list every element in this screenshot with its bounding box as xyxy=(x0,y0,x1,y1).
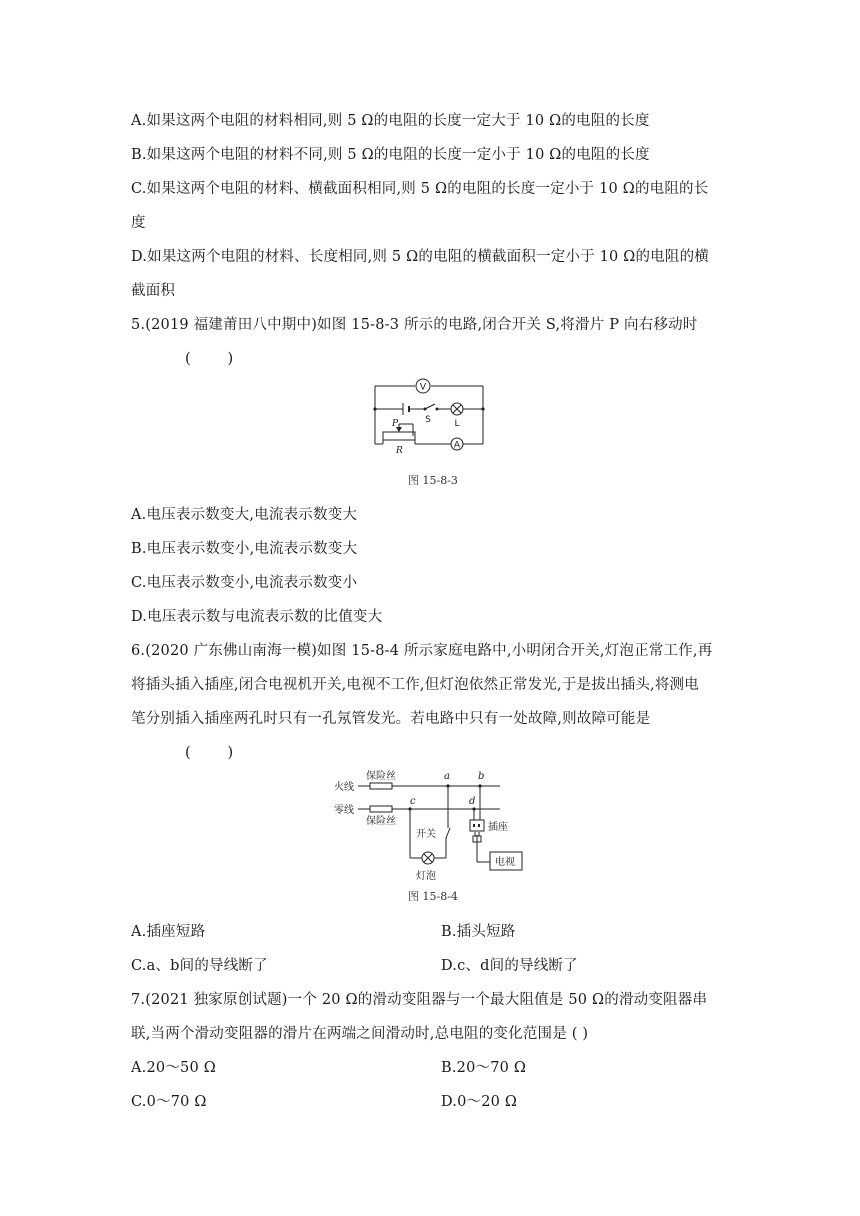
q5-option-a: A.电压表示数变大,电流表示数变大 xyxy=(131,507,358,523)
point-c-label: c xyxy=(410,796,416,807)
ammeter-label: A xyxy=(453,440,461,451)
voltmeter-label: V xyxy=(419,382,427,393)
point-a-label: a xyxy=(444,771,450,782)
bulb-label: 灯泡 xyxy=(416,871,436,882)
switch-label: S xyxy=(425,415,431,425)
slider-label: P xyxy=(392,419,399,429)
point-d-label: d xyxy=(469,796,476,807)
point-b-label: b xyxy=(478,771,485,782)
q5-stem: 5.(2019 福建莆田八中期中)如图 15-8-3 所示的电路,闭合开关 S,将滑片 P 向右移动时 xyxy=(131,317,698,333)
q4-option-d-line2: 截面积 xyxy=(131,283,176,299)
lamp-label: L xyxy=(454,419,460,429)
q6-option-d: D.c、d间的导线断了 xyxy=(441,958,578,974)
tv-label: 电视 xyxy=(495,857,515,868)
q5-option-d: D.电压表示数与电流表示数的比值变大 xyxy=(131,609,383,625)
q6-option-c: C.a、b间的导线断了 xyxy=(131,958,268,974)
q5-option-b: B.电压表示数变小,电流表示数变大 xyxy=(131,541,358,557)
q6-stem-line3: 笔分别插入插座两孔时只有一孔氖管发光。若电路中只有一处故障,则故障可能是 xyxy=(131,711,651,727)
fuse-top-label: 保险丝 xyxy=(366,771,396,782)
q7-stem-line2: 联,当两个滑动变阻器的滑片在两端之间滑动时,总电阻的变化范围是 ( ) xyxy=(131,1026,589,1042)
rheostat-label: R xyxy=(396,446,403,456)
q7-stem-line1: 7.(2021 独家原创试题)一个 20 Ω的滑动变阻器与一个最大阻值是 50 Ω的滑动变阻器串 xyxy=(131,992,708,1008)
q4-option-c-line1: C.如果这两个电阻的材料、横截面积相同,则 5 Ω的电阻的长度一定小于 10 Ω的电阻的长 xyxy=(131,181,709,197)
q6-option-a: A.插座短路 xyxy=(131,924,206,940)
socket-label: 插座 xyxy=(488,822,508,833)
q6-option-b: B.插头短路 xyxy=(441,924,516,940)
q5-answer-paren: ( ) xyxy=(185,351,234,367)
q6-stem-line1: 6.(2020 广东佛山南海一模)如图 15-8-4 所示家庭电路中,小明闭合开关,灯泡正常工作,再 xyxy=(131,643,713,659)
live-wire-label: 火线 xyxy=(334,782,354,793)
q4-option-c-line2: 度 xyxy=(131,215,146,231)
q6-stem-line2: 将插头插入插座,闭合电视机开关,电视不工作,但灯泡依然正常发光,于是拔出插头,将测电 xyxy=(131,677,699,693)
neutral-wire-label: 零线 xyxy=(334,805,354,816)
figure-15-8-4-caption: 图 15-8-4 xyxy=(408,890,458,903)
q6-answer-paren: ( ) xyxy=(185,745,234,761)
q4-option-b: B.如果这两个电阻的材料不同,则 5 Ω的电阻的长度一定小于 10 Ω的电阻的长度 xyxy=(131,147,650,163)
q7-option-a: A.20～50 Ω xyxy=(131,1060,216,1076)
figure-15-8-3-circuit xyxy=(365,376,495,460)
q7-option-b: B.20～70 Ω xyxy=(441,1060,527,1076)
switch-label: 开关 xyxy=(416,829,436,840)
figure-15-8-4-home-circuit xyxy=(330,766,540,882)
q7-option-c: C.0～70 Ω xyxy=(131,1094,207,1110)
figure-15-8-3-caption: 图 15-8-3 xyxy=(408,474,458,487)
q4-option-d-line1: D.如果这两个电阻的材料、长度相同,则 5 Ω的电阻的横截面积一定小于 10 Ω的电阻的横 xyxy=(131,249,709,265)
q4-option-a: A.如果这两个电阻的材料相同,则 5 Ω的电阻的长度一定大于 10 Ω的电阻的长度 xyxy=(131,113,650,129)
q5-option-c: C.电压表示数变小,电流表示数变小 xyxy=(131,575,358,591)
fuse-bottom-label: 保险丝 xyxy=(366,816,396,827)
q7-option-d: D.0～20 Ω xyxy=(441,1094,518,1110)
